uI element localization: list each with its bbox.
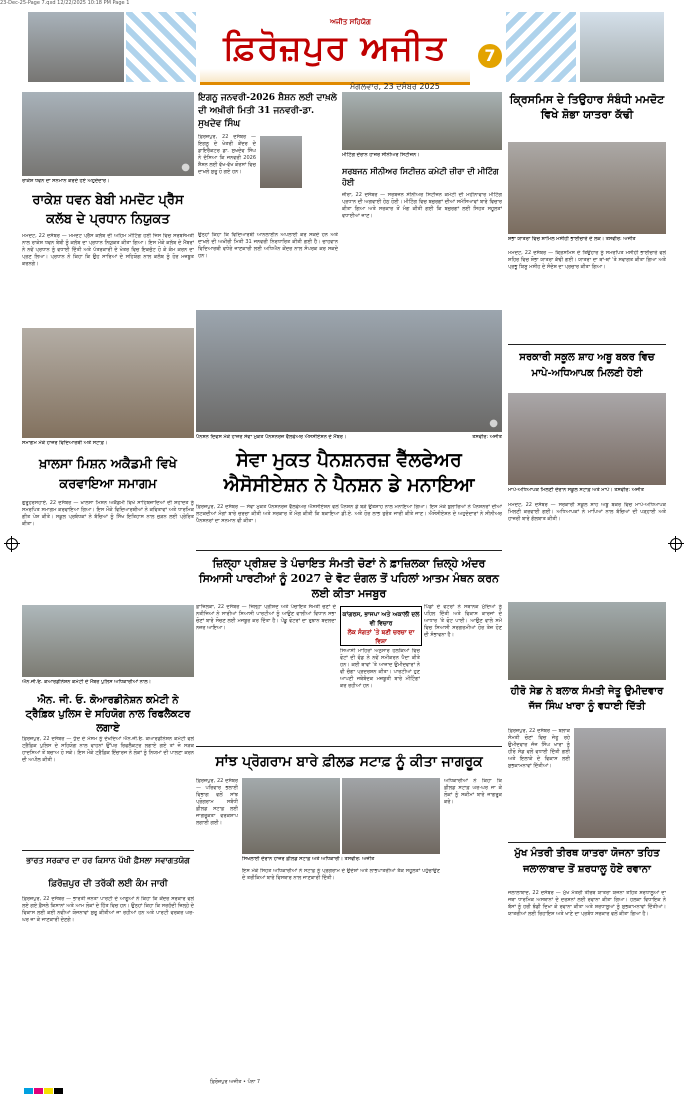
pension-body: ਫ਼ਿਰੋਜ਼ਪੁਰ, 22 ਦਸੰਬਰ — ਸੇਵਾ ਮੁਕਤ ਪੈਨਸ਼ਨਰਜ਼ ਵੈੱਲਫੇਅਰ ਐਸੋਸੀਏਸ਼ਨ ਵਲੋਂ ਪੈਨਸ਼ਨ ਡੇ ਬੜੇ ਉਤਸ਼ਾਹ ਨਾਲ ਮਨਾਇਆ ਗਿਆ। ਇਸ ਮੌਕੇ ਬੁਲਾਰਿਆਂ ਨੇ ਪੈਨਸ਼ਨਰਾਂ ਦੀਆਂ ਲਟਕਦੀਆਂ ਮੰਗਾਂ ਬਾਰੇ ਚਰਚਾ ਕੀਤੀ ਅਤੇ ਸਰਕਾਰ ਤੋਂ ਮੰਗ ਕੀਤੀ ਕਿ ਬਕਾਇਆ ਡੀ.ਏ. ਅਤੇ ਹੋਰ ਲਾਭ ਤੁਰੰਤ ਜਾਰੀ ਕੀਤੇ ਜਾਣ। ਐਸੋਸੀਏਸ਼ਨ ਦੇ ਅਹੁਦੇਦਾਰਾਂ ਨੇ ਸੀਨੀਅਰ ਪੈਨਸ਼ਨਰਾਂ ਦਾ ਸਨਮਾਨ ਵੀ ਕੀਤਾ। [196,504,502,524]
christmas-photo [508,142,666,234]
bharat-subhead: ਫ਼ਿਰੋਜ਼ਪੁਰ ਦੀ ਤਰੱਕੀ ਲਈ ਕੰਮ ਜਾਰੀ [48,879,168,889]
sanjh-body-c: ਅਧਿਕਾਰੀਆਂ ਨੇ ਕਿਹਾ ਕਿ ਫ਼ੀਲਡ ਸਟਾਫ਼ ਘਰ-ਘਰ ਜਾ ਕੇ ਲੋਕਾਂ ਨੂੰ ਸਕੀਮਾਂ ਬਾਰੇ ਜਾਗਰੂਕ ਕਰੇ। [444,778,502,805]
masthead [200,16,470,90]
masthead-tagline: ਅਜੀਤ ਸਹਿਯੋਗ [330,18,371,26]
rakesh-caption: ਰਾਕੇਸ਼ ਧਵਨ ਦਾ ਸਨਮਾਨ ਕਰਦੇ ਹੋਏ ਅਹੁਦੇਦਾਰ। [22,178,110,184]
bharat-body: ਫ਼ਿਰੋਜ਼ਪੁਰ, 22 ਦਸੰਬਰ — ਭਾਰਤੀ ਜਨਤਾ ਪਾਰਟੀ ਦੇ ਆਗੂਆਂ ਨੇ ਕਿਹਾ ਕਿ ਕੇਂਦਰ ਸਰਕਾਰ ਵਲੋਂ ਲਏ ਗਏ ਫ਼ੈਸਲੇ ਕਿਸਾਨਾਂ ਅਤੇ ਆਮ ਲੋਕਾਂ ਦੇ ਹਿੱਤ ਵਿਚ ਹਨ। ਉਨ੍ਹਾਂ ਕਿਹਾ ਕਿ ਸਰਹੱਦੀ ਜ਼ਿਲ੍ਹੇ ਦੇ ਵਿਕਾਸ ਲਈ ਕਈ ਨਵੀਆਂ ਯੋਜਨਾਵਾਂ ਸ਼ੁਰੂ ਕੀਤੀਆਂ ਜਾ ਰਹੀਆਂ ਹਨ ਅਤੇ ਪਾਰਟੀ ਵਰਕਰ ਘਰ-ਘਰ ਜਾ ਕੇ ਜਾਣਕਾਰੀ ਦੇਣਗੇ। [22,896,194,923]
christmas-caption: ਸ਼ੋਭਾ ਯਾਤਰਾ ਵਿਚ ਸ਼ਾਮਿਲ ਮਸੀਹੀ ਭਾਈਚਾਰੇ ਦੇ ਲੋਕ। ਤਸਵੀਰ: ਅਜੀਤ [508,236,636,242]
khalsa-caption: ਸਮਾਗਮ ਮੌਕੇ ਹਾਜ਼ਰ ਵਿਦਿਆਰਥੀ ਅਤੇ ਸਟਾਫ਼। [22,440,108,446]
masthead-date: ਮੰਗਲਵਾਰ, 23 ਦਸੰਬਰ 2025 [350,82,440,91]
ngo-body: ਫ਼ਿਰੋਜ਼ਪੁਰ, 22 ਦਸੰਬਰ — ਧੁੰਦ ਦੇ ਮੌਸਮ ਨੂੰ ਦੇਖਦਿਆਂ ਐਨ.ਜੀ.ਓ. ਕੋਆਰਡੀਨੇਸ਼ਨ ਕਮੇਟੀ ਵਲੋਂ ਟ੍ਰੈਫ਼ਿਕ ਪੁਲਿਸ ਦੇ ਸਹਿਯੋਗ ਨਾਲ ਵਾਹਨਾਂ ਉੱਪਰ ਰਿਫਲੈਕਟਰ ਲਗਾਏ ਗਏ ਤਾਂ ਜੋ ਸੜਕ ਹਾਦਸਿਆਂ ਤੋਂ ਬਚਾਅ ਹੋ ਸਕੇ। ਇਸ ਮੌਕੇ ਟ੍ਰੈਫ਼ਿਕ ਇੰਚਾਰਜ ਨੇ ਲੋਕਾਂ ਨੂੰ ਨਿਯਮਾਂ ਦੀ ਪਾਲਣਾ ਕਰਨ ਦੀ ਅਪੀਲ ਕੀਤੀ। [22,736,194,763]
divider [22,850,194,851]
sanjh-photo-1 [242,778,340,854]
print-slug: 23-Dec-25-Page 7.qxd 12/22/2025 10:18 PM Page 1 [0,0,130,6]
bharat-headline: ਭਾਰਤ ਸਰਕਾਰ ਦਾ ਹਰ ਕਿਸਾਨ ਪੱਖੀ ਫ਼ੈਸਲਾ ਸਵਾਗਤਯੋਗ [26,855,190,865]
zila-box-sub: ਲੋਕ ਸੰਗਤਾਂ 'ਤੇ ਬਣੀ ਚਰਚਾ ਦਾ ਵਿਸ਼ਾ [347,629,415,645]
rakesh-body: ਮਮਦੋਟ, 22 ਦਸੰਬਰ — ਮਮਦੋਟ ਪ੍ਰੈੱਸ ਕਲੱਬ ਦੀ ਅਹਿਮ ਮੀਟਿੰਗ ਹੋਈ ਜਿਸ ਵਿਚ ਸਰਬਸੰਮਤੀ ਨਾਲ ਰਾਕੇਸ਼ ਧਵਨ ਬੇਬੀ ਨੂੰ ਕਲੱਬ ਦਾ ਪ੍ਰਧਾਨ ਨਿਯੁਕਤ ਕੀਤਾ ਗਿਆ। ਇਸ ਮੌਕੇ ਕਲੱਬ ਦੇ ਮੈਂਬਰਾਂ ਨੇ ਨਵੇਂ ਪ੍ਰਧਾਨ ਨੂੰ ਵਧਾਈ ਦਿੱਤੀ ਅਤੇ ਪੱਤਰਕਾਰੀ ਦੇ ਖੇਤਰ ਵਿਚ ਇਕਜੁੱਟ ਹੋ ਕੇ ਕੰਮ ਕਰਨ ਦਾ ਪ੍ਰਣ ਲਿਆ। ਪ੍ਰਧਾਨ ਨੇ ਕਿਹਾ ਕਿ ਉਹ ਸਾਰਿਆਂ ਦੇ ਸਹਿਯੋਗ ਨਾਲ ਕਲੱਬ ਨੂੰ ਹੋਰ ਮਜ਼ਬੂਤ ਕਰਨਗੇ। [22,233,194,267]
zila-body-c: ਪਿੰਡਾਂ ਦੇ ਵੋਟਰਾਂ ਨੇ ਸਥਾਨਕ ਮੁੱਦਿਆਂ ਨੂੰ ਪਹਿਲ ਦਿੱਤੀ ਅਤੇ ਵਿਕਾਸ ਕਾਰਜਾਂ ਦੇ ਆਧਾਰ 'ਤੇ ਵੋਟ ਪਾਈ। ਆਉਣ ਵਾਲੇ ਸਮੇਂ ਵਿਚ ਸਿਆਸੀ ਸਰਗਰਮੀਆਂ ਹੋਰ ਤੇਜ਼ ਹੋਣ ਦੀ ਸੰਭਾਵਨਾ ਹੈ। [424,604,502,638]
masthead-left-photo [28,12,124,82]
rakesh-photo [22,92,194,176]
school-caption: ਮਾਪੇ-ਅਧਿਆਪਕ ਮਿਲਣੀ ਦੌਰਾਨ ਸਕੂਲ ਸਟਾਫ਼ ਅਤੇ ਮਾਪੇ। ਤਸਵੀਰ: ਅਜੀਤ [508,487,645,493]
sanjh-headline: ਸਾਂਝ ਪ੍ਰੋਗਰਾਮ ਬਾਰੇ ਫ਼ੀਲਡ ਸਟਾਫ਼ ਨੂੰ ਕੀਤਾ ਜਾਗਰੂਕ [215,754,483,770]
zila-box-title: ਕਾਂਗਰਸ, ਭਾਜਪਾ ਅਤੇ ਅਕਾਲੀ ਦਲ ਵੀ ਵਿਚਾਰ [342,611,420,627]
masthead-title: ਫ਼ਿਰੋਜ਼ਪੁਰ ਅਜੀਤ [223,28,447,68]
teerath-body: ਜਲਾਲਾਬਾਦ, 22 ਦਸੰਬਰ — ਮੁੱਖ ਮੰਤਰੀ ਤੀਰਥ ਯਾਤਰਾ ਯੋਜਨਾ ਤਹਿਤ ਸ਼ਰਧਾਲੂਆਂ ਦਾ ਜਥਾ ਧਾਰਮਿਕ ਅਸਥਾਨਾਂ ਦੇ ਦਰਸ਼ਨਾਂ ਲਈ ਰਵਾਨਾ ਕੀਤਾ ਗਿਆ। ਹਲਕਾ ਵਿਧਾਇਕ ਨੇ ਬੱਸਾਂ ਨੂੰ ਹਰੀ ਝੰਡੀ ਦਿਖਾ ਕੇ ਰਵਾਨਾ ਕੀਤਾ ਅਤੇ ਸ਼ਰਧਾਲੂਆਂ ਨੂੰ ਸ਼ੁਭਕਾਮਨਾਵਾਂ ਦਿੱਤੀਆਂ। ਯਾਤਰੀਆਂ ਲਈ ਰਿਹਾਇਸ਼ ਅਤੇ ਖਾਣੇ ਦਾ ਪ੍ਰਬੰਧ ਸਰਕਾਰ ਵਲੋਂ ਕੀਤਾ ਗਿਆ ਹੈ। [508,890,666,917]
teerath-headline: ਮੁੱਖ ਮੰਤਰੀ ਤੀਰਥ ਯਾਤਰਾ ਯੋਜਨਾ ਤਹਿਤ ਜਲਾਲਾਬਾਦ ਤੋਂ ਸ਼ਰਧਾਲੂ ਹੋਏ ਰਵਾਨਾ [514,848,660,875]
zila-headline: ਜ਼ਿਲ੍ਹਾ ਪ੍ਰੀਸ਼ਦ ਤੇ ਪੰਚਾਇਤ ਸੰਮਤੀ ਚੋਣਾਂ ਨੇ ਫ਼ਾਜ਼ਿਲਕਾ ਜ਼ਿਲ੍ਹੇ ਅੰਦਰ ਸਿਆਸੀ ਪਾਰਟੀਆਂ ਨੂੰ 2027 ਦੇ ਵੋਟ ਦੰਗਲ ਤੋਂ ਪਹਿਲਾਂ ਆਤਮ ਮੰਥਨ ਕਰਨ ਲਈ ਕੀਤਾ ਮਜਬੂਰ [199,557,499,600]
divider [508,344,666,345]
divider [196,550,502,551]
pension-headline: ਸੇਵਾ ਮੁਕਤ ਪੈਨਸ਼ਨਰਜ਼ ਵੈੱਲਫੇਅਰ ਐਸੋਸੀਏਸ਼ਨ ਨੇ ਪੈਨਸ਼ਨ ਡੇ ਮਨਾਇਆ [223,449,475,496]
admission-headline: ਇਗਨੂ ਜਨਵਰੀ-2026 ਸ਼ੈਸ਼ਨ ਲਈ ਦਾਖ਼ਲੇ ਦੀ ਅਖ਼ੀਰੀ ਮਿਤੀ 31 ਜਨਵਰੀ-ਡਾ. ਸੁਖਦੇਵ ਸਿੰਘ [198,93,337,129]
pension-photo [196,310,502,432]
page-number-badge: 7 [478,44,502,68]
color-bar [0,1079,687,1089]
divider [508,842,666,843]
khalsa-headline: ਖ਼ਾਲਸਾ ਮਿਸ਼ਨ ਅਕੈਡਮੀ ਵਿਖੇ ਕਰਵਾਇਆ ਸਮਾਗਮ [39,457,177,492]
pension-credit: ਤਸਵੀਰ: ਅਜੀਤ [472,434,502,440]
christmas-headline: ਕ੍ਰਿਸਮਿਸ ਦੇ ਤਿਉਹਾਰ ਸੰਬੰਧੀ ਮਮਦੋਟ ਵਿਖੇ ਸ਼ੋਭਾ ਯਾਤਰਾ ਕੱਢੀ [509,93,665,121]
heroseed-body: ਫ਼ਿਰੋਜ਼ਪੁਰ, 22 ਦਸੰਬਰ — ਬਲਾਕ ਸੰਮਤੀ ਚੋਣਾਂ ਵਿਚ ਜੇਤੂ ਰਹੇ ਉਮੀਦਵਾਰ ਜੱਜ ਸਿੰਘ ਖਾਰਾ ਨੂੰ ਹੀਰੋ ਸੇਡ ਵਲੋਂ ਵਧਾਈ ਦਿੱਤੀ ਗਈ ਅਤੇ ਇਲਾਕੇ ਦੇ ਵਿਕਾਸ ਲਈ ਸ਼ੁਭਕਾਮਨਾਵਾਂ ਦਿੱਤੀਆਂ। [508,728,570,769]
heroseed-headline: ਹੀਰੋ ਸੇਡ ਨੇ ਬਲਾਕ ਸੰਮਤੀ ਜੇਤੂ ਉਮੀਦਵਾਰ ਜੱਜ ਸਿੰਘ ਖਾਰਾ ਨੂੰ ਵਧਾਈ ਦਿੱਤੀ [510,686,664,712]
masthead-left-pattern [126,12,196,82]
footer-text: ਫ਼ਿਰੋਜ਼ਪੁਰ ਅਜੀਤ • ਪੰਨਾ 7 [210,1079,261,1085]
sanjh-body-b: ਇਸ ਮੌਕੇ ਸਿਹਤ ਅਧਿਕਾਰੀਆਂ ਨੇ ਸਟਾਫ਼ ਨੂੰ ਪ੍ਰੋਗਰਾਮ ਦੇ ਉਦੇਸ਼ਾਂ ਅਤੇ ਲਾਭਪਾਤਰੀਆਂ ਤੱਕ ਸਹੂਲਤਾਂ ਪਹੁੰਚਾਉਣ ਦੇ ਤਰੀਕਿਆਂ ਬਾਰੇ ਵਿਸਥਾਰ ਨਾਲ ਜਾਣਕਾਰੀ ਦਿੱਤੀ। [242,868,440,881]
pension-caption: ਪੈਨਸ਼ਨ ਦਿਵਸ ਮੌਕੇ ਹਾਜ਼ਰ ਸੇਵਾ ਮੁਕਤ ਪੈਨਸ਼ਨਰਜ਼ ਵੈੱਲਫੇਅਰ ਐਸੋਸੀਏਸ਼ਨ ਦੇ ਮੈਂਬਰ। [196,434,347,440]
school-photo [508,393,666,485]
rakesh-headline: ਰਾਕੇਸ਼ ਧਵਨ ਬੇਬੀ ਮਮਦੋਟ ਪ੍ਰੈੱਸ ਕਲੱਬ ਦੇ ਪ੍ਰਧਾਨ ਨਿਯੁਕਤ [32,193,184,227]
zila-body-b: ਸਿਆਸੀ ਮਾਹਿਰਾਂ ਅਨੁਸਾਰ ਹਲਕਿਆਂ ਵਿਚ ਵੋਟਾਂ ਦੀ ਵੰਡ ਨੇ ਨਵੇਂ ਸਮੀਕਰਨ ਪੈਦਾ ਕੀਤੇ ਹਨ। ਕਈ ਥਾਵਾਂ 'ਤੇ ਆਜ਼ਾਦ ਉਮੀਦਵਾਰਾਂ ਨੇ ਵੀ ਚੰਗਾ ਪ੍ਰਦਰਸ਼ਨ ਕੀਤਾ। ਪਾਰਟੀਆਂ ਹੁਣ ਆਪਣੀ ਜਥੇਬੰਦਕ ਮਜ਼ਬੂਤੀ ਬਾਰੇ ਮੀਟਿੰਗਾਂ ਕਰ ਰਹੀਆਂ ਹਨ। [340,648,420,689]
camera-icon: ● [181,162,190,173]
zila-body-a: ਫ਼ਾਜ਼ਿਲਕਾ, 22 ਦਸੰਬਰ — ਜ਼ਿਲ੍ਹਾ ਪ੍ਰੀਸ਼ਦ ਅਤੇ ਪੰਚਾਇਤ ਸੰਮਤੀ ਚੋਣਾਂ ਦੇ ਨਤੀਜਿਆਂ ਨੇ ਸਾਰੀਆਂ ਸਿਆਸੀ ਪਾਰਟੀਆਂ ਨੂੰ ਆਉਣ ਵਾਲੀਆਂ ਵਿਧਾਨ ਸਭਾ ਚੋਣਾਂ ਬਾਰੇ ਸੋਚਣ ਲਈ ਮਜਬੂਰ ਕਰ ਦਿੱਤਾ ਹੈ। ਪੇਂਡੂ ਵੋਟਰਾਂ ਦਾ ਰੁਝਾਨ ਬਦਲਦਾ ਨਜ਼ਰ ਆਇਆ। [196,604,336,631]
heroseed-photo [508,602,666,680]
registration-mark-right [670,538,682,550]
senior-photo [342,92,502,150]
khalsa-body: ਗੁਰੂਹਰਸਹਾਏ, 22 ਦਸੰਬਰ — ਖ਼ਾਲਸਾ ਮਿਸ਼ਨ ਅਕੈਡਮੀ ਵਿਖੇ ਸਾਹਿਬਜ਼ਾਦਿਆਂ ਦੀ ਸ਼ਹਾਦਤ ਨੂੰ ਸਮਰਪਿਤ ਸਮਾਗਮ ਕਰਵਾਇਆ ਗਿਆ। ਇਸ ਮੌਕੇ ਵਿਦਿਆਰਥੀਆਂ ਨੇ ਕਵਿਤਾਵਾਂ ਅਤੇ ਧਾਰਮਿਕ ਗੀਤ ਪੇਸ਼ ਕੀਤੇ। ਸਕੂਲ ਪ੍ਰਬੰਧਕਾਂ ਨੇ ਬੱਚਿਆਂ ਨੂੰ ਸਿੱਖ ਇਤਿਹਾਸ ਨਾਲ ਜੁੜਨ ਲਈ ਪ੍ਰੇਰਿਤ ਕੀਤਾ। [22,500,194,527]
senior-headline: ਸਰਬਜਨ ਸੀਨੀਅਰ ਸਿਟੀਜ਼ਨ ਕਮੇਟੀ ਜ਼ੀਰਾ ਦੀ ਮੀਟਿੰਗ ਹੋਈ [342,166,499,187]
admission-body-b: ਉਨ੍ਹਾਂ ਕਿਹਾ ਕਿ ਵਿਦਿਆਰਥੀ ਆਨਲਾਈਨ ਅਪਲਾਈ ਕਰ ਸਕਦੇ ਹਨ ਅਤੇ ਦਾਖ਼ਲੇ ਦੀ ਅਖ਼ੀਰੀ ਮਿਤੀ 31 ਜਨਵਰੀ ਨਿਰਧਾਰਿਤ ਕੀਤੀ ਗਈ ਹੈ। ਚਾਹਵਾਨ ਵਿਦਿਆਰਥੀ ਵਧੇਰੇ ਜਾਣਕਾਰੀ ਲਈ ਅਧਿਐਨ ਕੇਂਦਰ ਨਾਲ ਸੰਪਰਕ ਕਰ ਸਕਦੇ ਹਨ। [198,232,338,259]
senior-caption: ਮੀਟਿੰਗ ਦੌਰਾਨ ਹਾਜ਼ਰ ਸੀਨੀਅਰ ਸਿਟੀਜ਼ਨ। [342,152,420,158]
masthead-right-pattern [506,12,576,82]
camera-icon: ● [489,418,498,429]
christmas-body: ਮਮਦੋਟ, 22 ਦਸੰਬਰ — ਕ੍ਰਿਸਮਿਸ ਦੇ ਤਿਉਹਾਰ ਨੂੰ ਸਮਰਪਿਤ ਮਸੀਹੀ ਭਾਈਚਾਰੇ ਵਲੋਂ ਸ਼ਹਿਰ ਵਿਚ ਸ਼ੋਭਾ ਯਾਤਰਾ ਕੱਢੀ ਗਈ। ਯਾਤਰਾ ਦਾ ਥਾਂ-ਥਾਂ 'ਤੇ ਸਵਾਗਤ ਕੀਤਾ ਗਿਆ ਅਤੇ ਪ੍ਰਭੂ ਯਿਸੂ ਮਸੀਹ ਦੇ ਸੰਦੇਸ਼ ਦਾ ਪ੍ਰਚਾਰ ਕੀਤਾ ਗਿਆ। [508,250,666,270]
ngo-caption: ਐਨ.ਜੀ.ਓ. ਕੋਆਰਡੀਨੇਸ਼ਨ ਕਮੇਟੀ ਦੇ ਮੈਂਬਰ ਪੁਲਿਸ ਅਧਿਕਾਰੀਆਂ ਨਾਲ। [22,679,151,685]
zila-box [340,606,422,646]
registration-mark-left [6,538,18,550]
divider [196,746,502,747]
masthead-right-photo [580,12,664,82]
school-body: ਮਮਦੋਟ, 22 ਦਸੰਬਰ — ਸਰਕਾਰੀ ਸਕੂਲ ਸ਼ਾਹ ਅਬੂ ਬਕਰ ਵਿਚ ਮਾਪੇ-ਅਧਿਆਪਕ ਮਿਲਣੀ ਕਰਵਾਈ ਗਈ। ਅਧਿਆਪਕਾਂ ਨੇ ਮਾਪਿਆਂ ਨਾਲ ਬੱਚਿਆਂ ਦੀ ਪੜ੍ਹਾਈ ਅਤੇ ਹਾਜ਼ਰੀ ਬਾਰੇ ਗੱਲਬਾਤ ਕੀਤੀ। [508,502,666,522]
ngo-headline: ਐਨ. ਜੀ. ਓ. ਕੋਆਰਡੀਨੇਸ਼ਨ ਕਮੇਟੀ ਨੇ ਟ੍ਰੈਫ਼ਿਕ ਪੁਲਿਸ ਦੇ ਸਹਿਯੋਗ ਨਾਲ ਰਿਫਲੈਕਟਰ ਲਗਾਏ [25,695,191,734]
ngo-photo [22,605,194,677]
school-headline: ਸਰਕਾਰੀ ਸਕੂਲ ਸ਼ਾਹ ਅਬੂ ਬਕਰ ਵਿਚ ਮਾਪੇ-ਅਧਿਆਪਕ ਮਿਲਣੀ ਹੋਈ [519,352,655,379]
senior-body: ਜ਼ੀਰਾ, 22 ਦਸੰਬਰ — ਸਰਬਜਨ ਸੀਨੀਅਰ ਸਿਟੀਜ਼ਨ ਕਮੇਟੀ ਦੀ ਮਹੀਨਾਵਾਰ ਮੀਟਿੰਗ ਪ੍ਰਧਾਨ ਦੀ ਅਗਵਾਈ ਹੇਠ ਹੋਈ। ਮੀਟਿੰਗ ਵਿਚ ਬਜ਼ੁਰਗਾਂ ਦੀਆਂ ਸਮੱਸਿਆਵਾਂ ਬਾਰੇ ਵਿਚਾਰ ਕੀਤਾ ਗਿਆ ਅਤੇ ਸਰਕਾਰ ਤੋਂ ਮੰਗ ਕੀਤੀ ਗਈ ਕਿ ਬਜ਼ੁਰਗਾਂ ਲਈ ਸਿਹਤ ਸਹੂਲਤਾਂ ਵਧਾਈਆਂ ਜਾਣ। [342,192,502,219]
sanjh-body-a: ਫ਼ਿਰੋਜ਼ਪੁਰ, 22 ਦਸੰਬਰ — ਪਰਿਵਾਰ ਭਲਾਈ ਵਿਭਾਗ ਵਲੋਂ ਸਾਂਝ ਪ੍ਰੋਗਰਾਮ ਸਬੰਧੀ ਫ਼ੀਲਡ ਸਟਾਫ਼ ਲਈ ਜਾਗਰੂਕਤਾ ਵਰਕਸ਼ਾਪ ਲਗਾਈ ਗਈ। [196,778,238,826]
sanjh-photo-2 [342,778,440,854]
admission-body-a: ਫ਼ਿਰੋਜ਼ਪੁਰ, 22 ਦਸੰਬਰ — ਇਗਨੂ ਦੇ ਖੇਤਰੀ ਕੇਂਦਰ ਦੇ ਡਾਇਰੈਕਟਰ ਡਾ. ਸੁਖਦੇਵ ਸਿੰਘ ਨੇ ਦੱਸਿਆ ਕਿ ਜਨਵਰੀ 2026 ਸ਼ੈਸ਼ਨ ਲਈ ਵੱਖ-ਵੱਖ ਕੋਰਸਾਂ ਵਿਚ ਦਾਖ਼ਲੇ ਸ਼ੁਰੂ ਹੋ ਗਏ ਹਨ। [198,134,256,175]
heroseed-portrait [574,728,666,838]
sanjh-caption: ਸਿਖਲਾਈ ਦੌਰਾਨ ਹਾਜ਼ਰ ਫ਼ੀਲਡ ਸਟਾਫ਼ ਅਤੇ ਅਧਿਕਾਰੀ। ਤਸਵੀਰ: ਅਜੀਤ [242,856,375,862]
portrait-photo [260,136,302,188]
khalsa-photo [22,328,194,438]
